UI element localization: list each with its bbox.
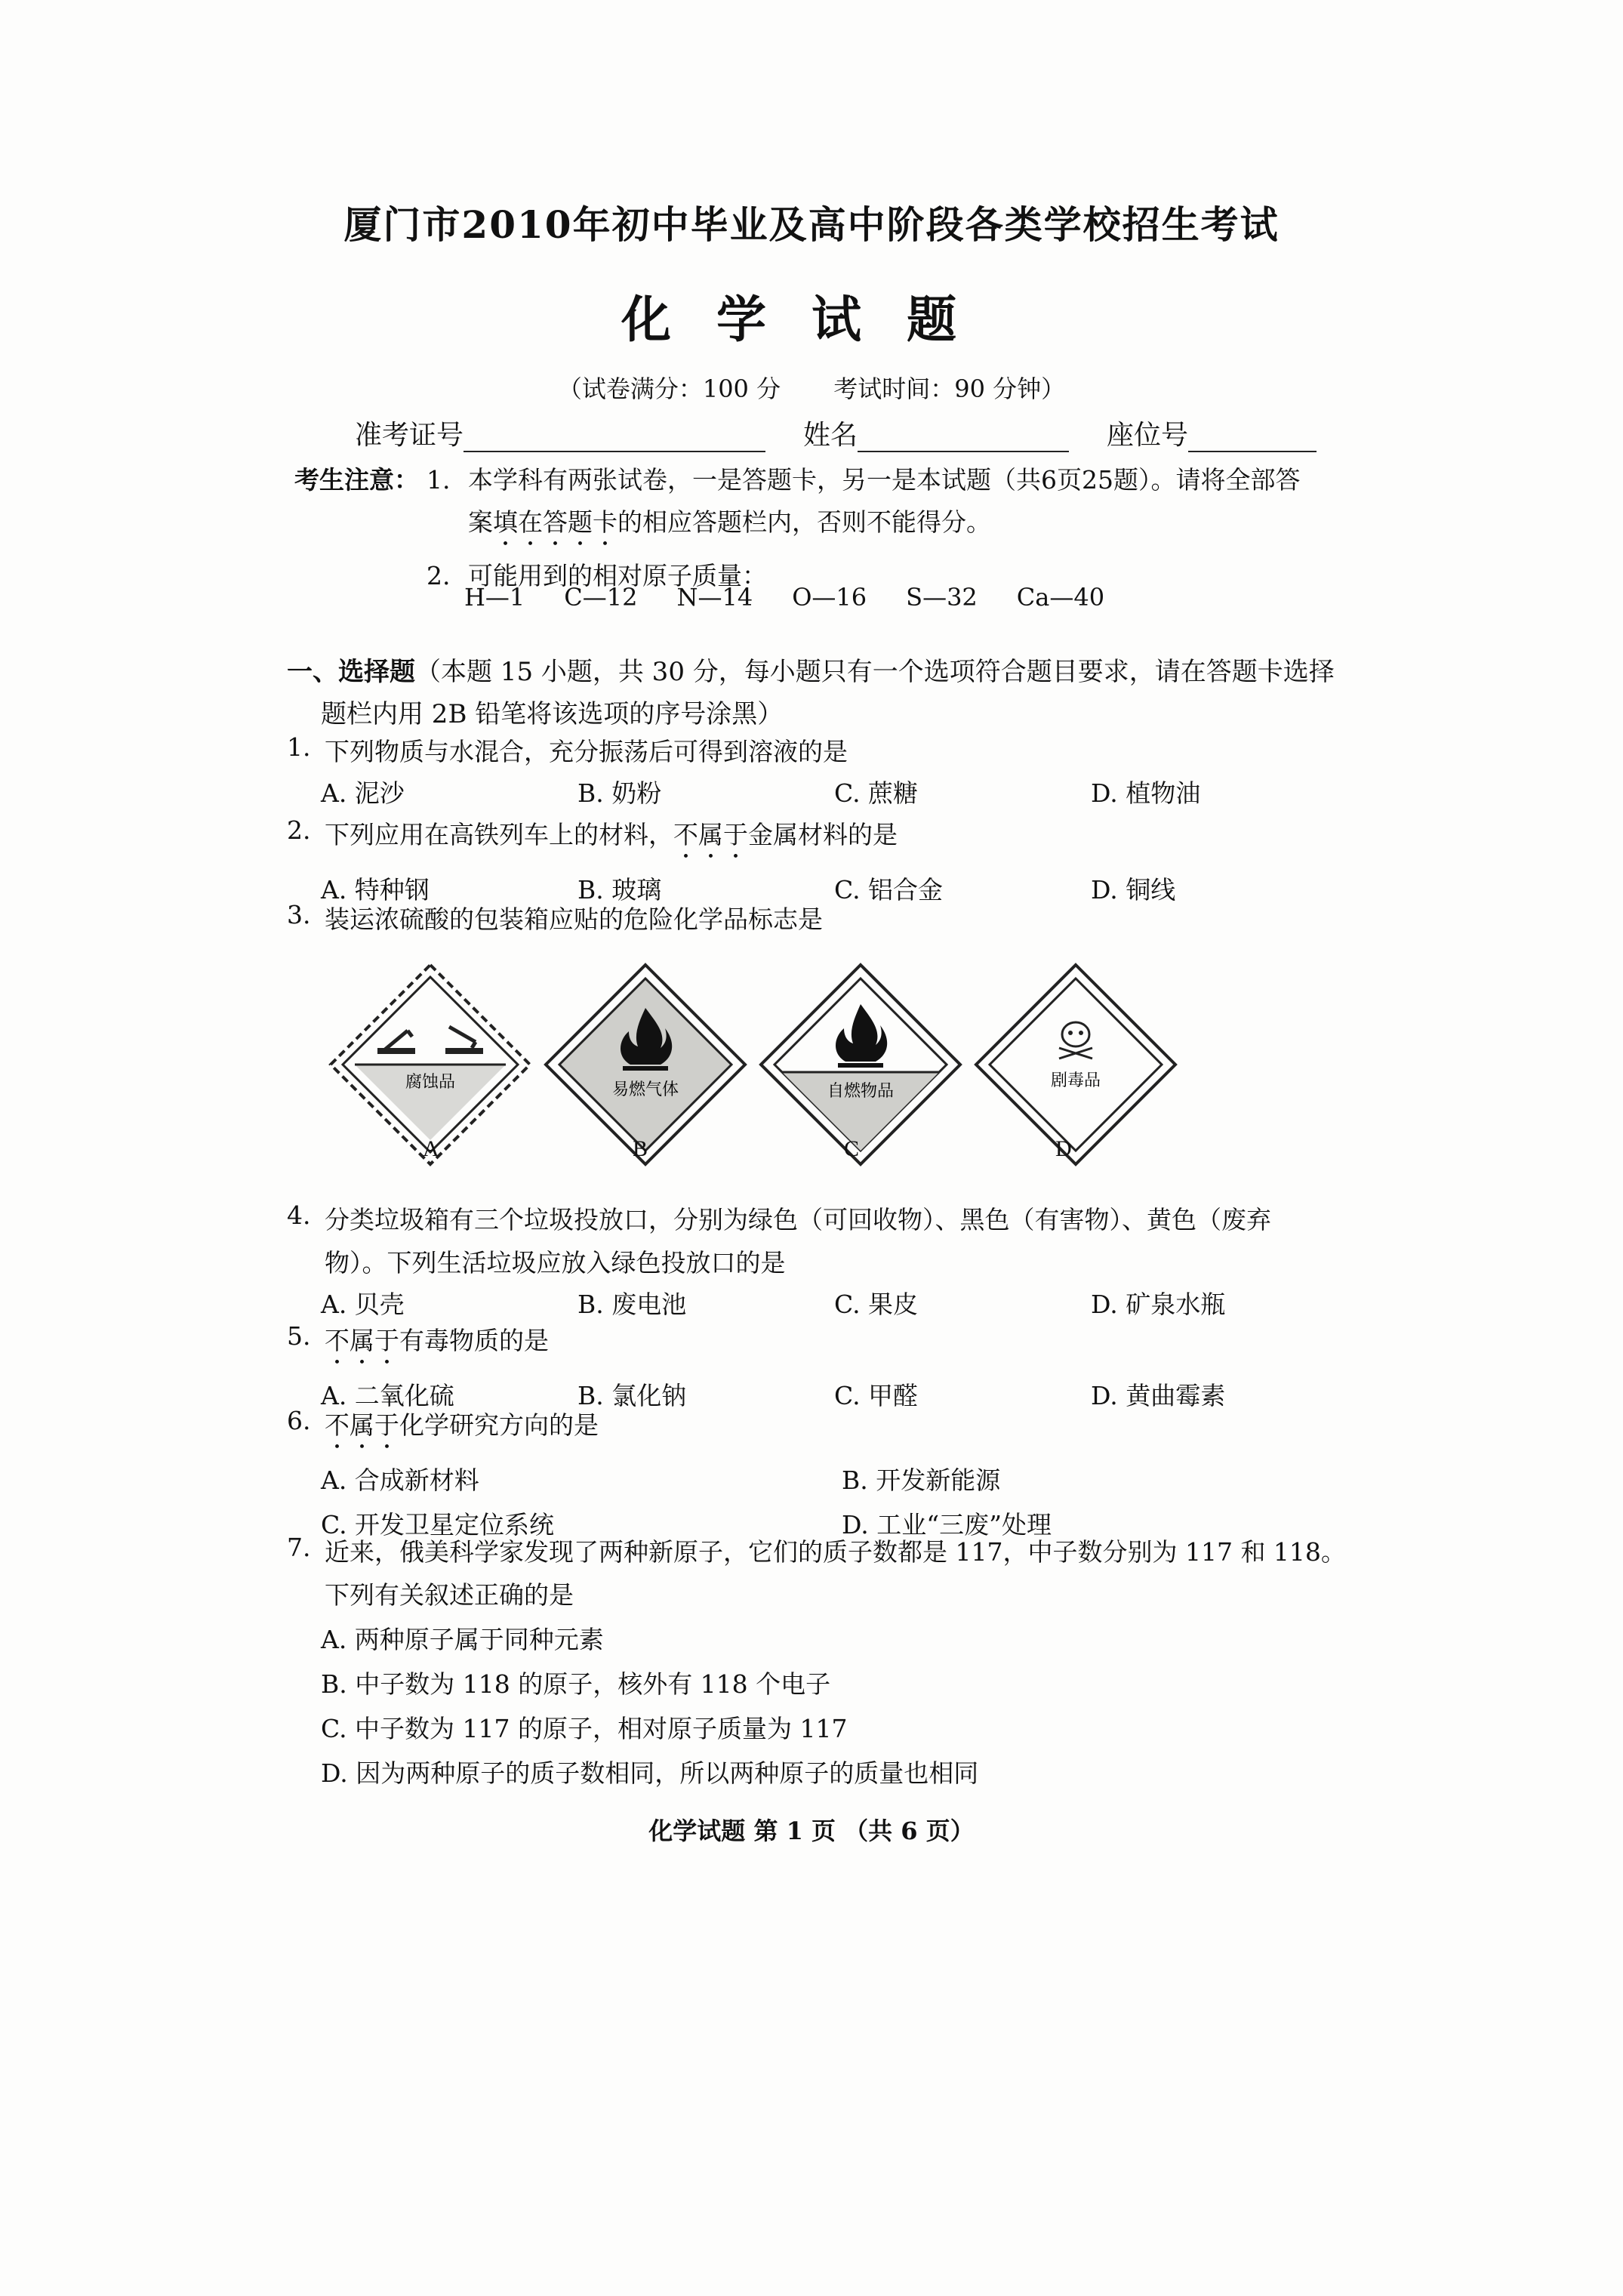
notice-text-1b <box>294 501 1389 552</box>
sign-letter-b: B <box>633 1136 648 1161</box>
q6-option-c: C. 开发卫星定位系统 <box>321 1510 555 1539</box>
notice-num-1: 1. <box>427 465 451 495</box>
notice-emphasis: 填在答题卡 <box>493 507 617 537</box>
notice-text-1b-post: 的相应答题栏内，否则不能得分。 <box>617 507 991 537</box>
sign-a-label: 腐蚀品 <box>405 1073 456 1092</box>
mass-n: N—14 <box>676 583 753 612</box>
id-label: 准考证号 <box>355 420 464 451</box>
notice-head: 考生注意： <box>294 465 419 495</box>
notice-text-1: 本学科有两张试卷，一是答题卡，另一是本试题（共6页25题）。请将全部答 <box>468 465 1301 495</box>
q6-stem-post: 化学研究方向的是 <box>399 1410 599 1440</box>
notice-text-2: 可能用到的相对原子质量： <box>468 561 767 590</box>
section-desc: （本题 15 小题，共 30 分，每小题只有一个选项符合题目要求，请在答题卡选择 <box>415 657 1335 687</box>
mass-o: O—16 <box>792 583 867 612</box>
question-3 <box>287 900 1397 935</box>
q5-option-b: B. 氯化钠 <box>577 1381 687 1410</box>
notice-num-2: 2. <box>427 561 451 590</box>
q7-number: 7. <box>287 1533 311 1562</box>
q7-option-a: A. 两种原子属于同种元素 <box>321 1625 604 1654</box>
sign-d-label: 剧毒品 <box>1050 1071 1101 1090</box>
q6-option-b: B. 开发新能源 <box>842 1465 1001 1495</box>
question-4 <box>287 1200 1397 1321</box>
q6-emphasis: 不属于 <box>325 1410 399 1440</box>
q6-option-d: D. 工业“三废”处理 <box>842 1510 1052 1539</box>
question-5 <box>287 1321 1397 1412</box>
q4-option-c: C. 果皮 <box>834 1290 919 1319</box>
sign-c-label: 自燃物品 <box>827 1082 895 1101</box>
mass-c: C—12 <box>564 583 638 612</box>
exam-header: 厦门市2010年初中毕业及高中阶段各类学校招生考试 <box>343 202 1280 247</box>
q2-option-d: D. 铜线 <box>1091 875 1176 905</box>
q4-option-d: D. 矿泉水瓶 <box>1091 1290 1226 1319</box>
skull-icon <box>1059 1022 1092 1059</box>
q2-stem-pre: 下列应用在高铁列车上的材料， <box>325 820 673 849</box>
q2-emphasis: 不属于 <box>673 820 748 849</box>
sign-letter-c: C <box>844 1136 860 1161</box>
q7-stem: 近来，俄美科学家发现了两种新原子，它们的质子数都是 117，中子数分别为 117 和 118。 <box>325 1537 1346 1567</box>
seat-label: 座位号 <box>1107 420 1189 451</box>
question-1 <box>287 732 1397 809</box>
question-7 <box>287 1533 1397 1789</box>
exam-info <box>0 370 1623 405</box>
q1-option-a: A. 泥沙 <box>321 778 405 808</box>
full-score: （试卷满分：100 分 <box>557 374 781 403</box>
q4-number: 4. <box>287 1200 311 1230</box>
question-6 <box>287 1406 1397 1541</box>
q1-option-d: D. 植物油 <box>1091 778 1201 808</box>
question-2 <box>287 815 1397 906</box>
q2-option-c: C. 铝合金 <box>834 875 944 905</box>
atomic-masses <box>464 583 1104 612</box>
q3-number: 3. <box>287 900 311 929</box>
q6-stem <box>325 1406 599 1455</box>
q6-number: 6. <box>287 1406 311 1435</box>
candidate-notice <box>294 459 1389 597</box>
q7-option-d: D. 因为两种原子的质子数相同，所以两种原子的质量也相同 <box>321 1758 979 1788</box>
q5-option-a: A. 二氧化硫 <box>321 1381 454 1410</box>
spontaneously-combustible-sign <box>755 959 966 1170</box>
q5-option-d: D. 黄曲霉素 <box>1091 1381 1226 1410</box>
mass-ca: Ca—40 <box>1016 583 1105 612</box>
sign-b-label: 易燃气体 <box>611 1080 679 1099</box>
seat-field <box>1188 424 1317 452</box>
q7-stem-2: 下列有关叙述正确的是 <box>325 1580 574 1610</box>
section-title: 一、选择题 <box>287 657 415 687</box>
q5-stem <box>325 1321 549 1370</box>
q7-option-c: C. 中子数为 117 的原子，相对原子质量为 117 <box>321 1714 848 1743</box>
flame-icon <box>836 1004 887 1062</box>
q5-number: 5. <box>287 1321 311 1351</box>
hazard-signs <box>325 959 1230 1170</box>
candidate-info-row <box>355 414 1321 452</box>
q2-stem <box>325 815 898 864</box>
section-desc-2: 题栏内用 2B 铅笔将该选项的序号涂黑） <box>321 699 784 729</box>
q1-option-b: B. 奶粉 <box>577 778 662 808</box>
q2-option-a: A. 特种钢 <box>321 875 430 905</box>
id-field <box>463 424 765 452</box>
q1-option-c: C. 蔗糖 <box>834 778 919 808</box>
mass-s: S—32 <box>906 583 978 612</box>
test-tubes-icon <box>385 1027 476 1049</box>
q4-stem-2: 物）。下列生活垃圾应放入绿色投放口的是 <box>325 1248 786 1277</box>
notice-text-1b-pre: 案 <box>468 507 493 537</box>
q5-emphasis: 不属于 <box>325 1326 399 1355</box>
q2-number: 2. <box>287 815 311 845</box>
exam-time: 考试时间：90 分钟） <box>833 374 1066 403</box>
name-field <box>858 424 1069 452</box>
q4-option-a: A. 贝壳 <box>321 1290 405 1319</box>
sign-letter-d: D <box>1055 1136 1072 1161</box>
q2-option-b: B. 玻璃 <box>577 875 662 905</box>
q4-stem: 分类垃圾箱有三个垃圾投放口，分别为绿色（可回收物）、黑色（有害物）、黄色（废弃 <box>325 1205 1271 1234</box>
q3-stem: 装运浓硫酸的包装箱应贴的危险化学品标志是 <box>325 905 823 934</box>
q5-stem-post: 有毒物质的是 <box>399 1326 549 1355</box>
name-label: 姓名 <box>803 420 858 451</box>
sign-letter-a: A <box>423 1136 439 1161</box>
subject-title: 化学试题 <box>621 290 1002 349</box>
mass-h: H—1 <box>464 583 525 612</box>
q1-stem: 下列物质与水混合，充分振荡后可得到溶液的是 <box>325 737 848 766</box>
q7-option-b: B. 中子数为 118 的原子，核外有 118 个电子 <box>321 1669 831 1699</box>
q6-option-a: A. 合成新材料 <box>321 1465 479 1495</box>
toxic-sign <box>970 959 1181 1170</box>
section-heading <box>287 651 1397 735</box>
q4-option-b: B. 废电池 <box>577 1290 687 1319</box>
q1-number: 1. <box>287 732 311 762</box>
q5-option-c: C. 甲醛 <box>834 1381 919 1410</box>
q2-stem-post: 金属材料的是 <box>748 820 898 849</box>
page-footer: 化学试题 第 1 页 （共 6 页） <box>648 1817 975 1845</box>
